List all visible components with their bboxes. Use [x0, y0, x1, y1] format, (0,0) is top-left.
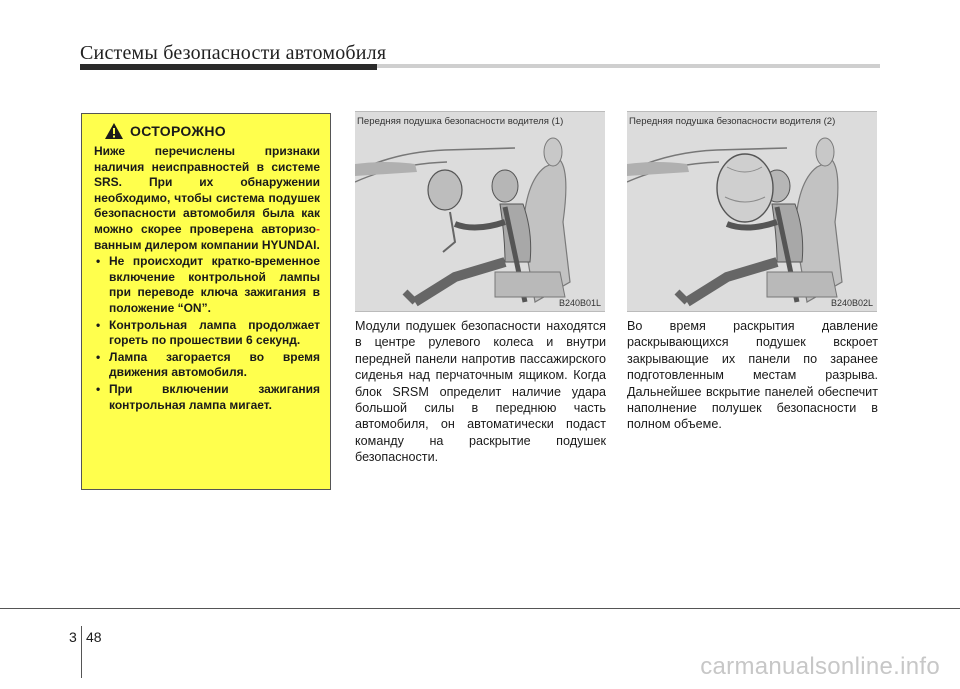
page-header-title: Системы безопасности автомобиля — [80, 42, 387, 64]
warning-triangle-icon — [104, 122, 124, 140]
warning-intro — [94, 144, 320, 253]
airbag-figure-2 — [627, 111, 877, 312]
page-number: 48 — [86, 629, 102, 645]
warning-title: ОСТОРОЖНО — [130, 123, 226, 139]
warning-list-item: • Не происходит кратко-временное включение контрольной лампы при переводе ключа зажигания в положение “ON”. — [94, 254, 320, 316]
figure-code: B240B02L — [830, 298, 873, 308]
footer-divider — [81, 626, 82, 678]
footer-rule — [0, 608, 960, 609]
watermark: carmanualsonline.info — [700, 653, 940, 680]
body-paragraph-column-2: Модули подушек безопасности находятся в центре рулевого колеса и внутри передней панели напротив пассажирского сиденья над перчаточным ящиком. Когда блок SRSM определит наличие удара большой силы в переднюю часть автомобиля, он автоматически подаст команду на раскрытие подушек безопасности. — [355, 319, 606, 465]
airbag-deploy-illustration-2 — [627, 112, 877, 311]
header-rule-accent — [80, 64, 377, 70]
page-section-number: 3 — [69, 629, 77, 645]
warning-box — [81, 113, 331, 490]
warning-list-item: • Лампа загорается во время движения автомобиля. — [94, 350, 320, 381]
figure-code: B240B01L — [558, 298, 601, 308]
airbag-deploy-illustration-1 — [355, 112, 605, 311]
warning-intro-end: ванным дилером компании HYUNDAI. — [94, 237, 320, 252]
body-paragraph-column-3: Во время раскрытия давление раскрывающихся подушек вскроет закрывающие их панели по заранее подготовленным местам разрыва. Дальнейшее вскрытие панелей обеспечит наполнение полушек безопасности в полном объеме. — [627, 319, 878, 432]
warning-heading — [104, 122, 320, 140]
warning-list — [94, 254, 320, 413]
figure-caption: Передняя подушка безопасности водителя (2) — [629, 116, 836, 127]
figure-caption: Передняя подушка безопасности водителя (1) — [357, 116, 564, 127]
warning-intro-hyphen: - — [316, 221, 320, 236]
warning-list-item: • При включении зажигания контрольная лампа мигает. — [94, 382, 320, 413]
airbag-figure-1 — [355, 111, 605, 312]
warning-list-item: • Контрольная лампа продолжает гореть по прошествии 6 секунд. — [94, 318, 320, 349]
warning-intro-main: Ниже перечислены признаки наличия неисправностей в системе SRS. При их обнаружении необходимо, чтобы система подушек безопасности автомобиля была как можно скорее проверена авторизо — [94, 144, 320, 236]
